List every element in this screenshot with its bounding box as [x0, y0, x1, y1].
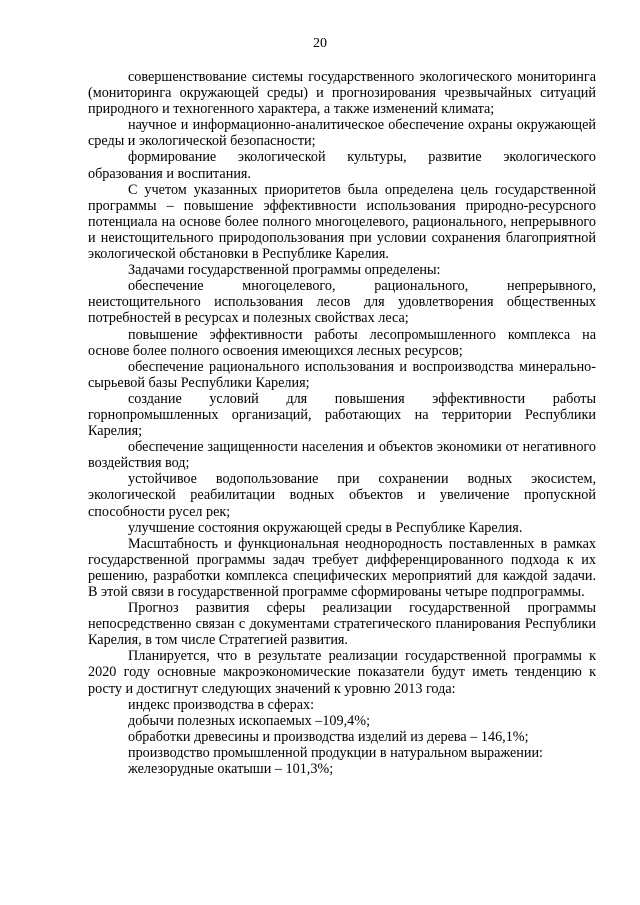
paragraph-task-mineral-base: обеспечение рационального использования и воспроизводства минерально-сырьевой базы Республики Карелия;	[88, 358, 596, 391]
paragraph-task-flood-protection: обеспечение защищенности населения и объектов экономики от негативного воздействия вод;	[88, 439, 596, 472]
paragraph-tasks-intro: Задачами государственной программы определены:	[128, 262, 441, 279]
paragraph-iron-pellets: железорудные окатыши – 101,3%;	[128, 761, 334, 778]
paragraph-task-forests: обеспечение многоцелевого, рационального, непрерывного, неистощительного использования лесов для удовлетворения общественных потребностей в ресурсах и полезных свойствах леса;	[88, 278, 596, 327]
paragraph-forecast: Прогноз развития сферы реализации государственной программы непосредственно связан с документами стратегического планирования Республики Карелия, в том числе Стратегией развития.	[88, 600, 596, 649]
paragraph-program-goal: С учетом указанных приоритетов была определена цель государственной программы – повышение эффективности использования природно-ресурсного потенциала на основе более полного многоцелевого, рационального, непрерывного и неистощительного природопользования при условии сохранения благоприятной экологической обстановки в Республике Карелия.	[88, 181, 596, 263]
paragraph-natural-output: производство промышленной продукции в натуральном выражении:	[128, 744, 543, 761]
paragraph-task-water-use: устойчивое водопользование при сохранении водных экосистем, экологической реабилитации водных объектов и увеличение пропускной способности русел рек;	[88, 471, 596, 520]
paragraph-production-index: индекс производства в сферах:	[128, 696, 315, 713]
paragraph-task-environment: улучшение состояния окружающей среды в Республике Карелия.	[128, 519, 523, 536]
paragraph-wood-index: обработки древесины и производства изделий из дерева – 146,1%;	[128, 728, 529, 745]
paragraph-task-timber-industry: повышение эффективности работы лесопромышленного комплекса на основе более полного освоения имеющихся лесных ресурсов;	[88, 326, 596, 359]
paragraph-planned-results: Планируется, что в результате реализации государственной программы к 2020 году основные макроэкономические показатели будут иметь тенденцию к росту и достигнут следующих значений к уровню 2013 года:	[88, 648, 596, 697]
page-number: 20	[313, 36, 327, 51]
paragraph-monitoring: совершенствование системы государственного экологического мониторинга (мониторинга окружающей среды) и прогнозирования чрезвычайных ситуаций природного и техногенного характера, а также изменений климата;	[88, 69, 596, 118]
document-body	[88, 69, 596, 777]
paragraph-ecological-culture: формирование экологической культуры, развитие экологического образования и воспитания.	[88, 149, 596, 182]
paragraph-subprograms: Масштабность и функциональная неоднородность поставленных в рамках государственной программы задач требует дифференцированного подхода к их решению, разработки комплекса специфических мероприятий для каждой задачи. В этой связи в государственной программе сформированы четыре подпрограммы.	[88, 535, 596, 600]
paragraph-mining-index: добычи полезных ископаемых –109,4%;	[128, 712, 371, 729]
paragraph-task-mining: создание условий для повышения эффективности работы горнопромышленных организаций, работающих на территории Республики Карелия;	[88, 390, 596, 440]
paragraph-scientific-support: научное и информационно-аналитическое обеспечение охраны окружающей среды и экологической безопасности;	[88, 117, 596, 150]
